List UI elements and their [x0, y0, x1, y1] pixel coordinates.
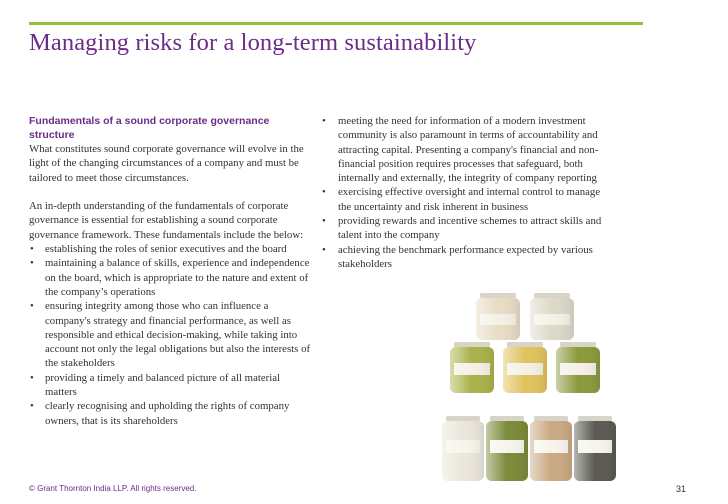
footer-copyright: © Grant Thornton India LLP. All rights reserved. [29, 484, 197, 493]
list-item: • establishing the roles of senior executives and the board [29, 242, 314, 256]
slide-title: Managing risks for a long-term sustainability [29, 29, 477, 56]
list-item: • providing a timely and balanced picture of all material matters [29, 371, 314, 400]
list-item: • providing rewards and incentive schemes to attract skills and talent into the company [319, 214, 609, 243]
fundamentals-list [29, 242, 314, 428]
list-item: • meeting the need for information of a modern investment community is also paramount in terms of accountability and attracting capital. Presenting a company's financial and non-financial position requires processes that safeguard, both internally and externally, the integrity of company reporting [319, 114, 609, 185]
jar-icon [556, 342, 600, 393]
top-accent-line [29, 22, 643, 25]
jar-icon [503, 342, 547, 393]
list-item: • maintaining a balance of skills, experience and independence on the board, which is appropriate to the nature and extent of the company’s operations [29, 256, 314, 299]
jar-icon [530, 293, 574, 340]
jar-icon [530, 416, 572, 481]
intro-paragraph: What constitutes sound corporate governance will evolve in the light of the changing circumstances of a company and must be tailored to meet those circumstances. [29, 143, 304, 184]
jar-icon [450, 342, 494, 393]
page-number: 31 [676, 484, 687, 494]
section-heading: Fundamentals of a sound corporate governance structure [29, 115, 270, 141]
jar-icon [442, 416, 484, 481]
left-column [29, 115, 314, 428]
fundamentals-paragraph: An in-depth understanding of the fundamentals of corporate governance is essential for establishing a sound corporate governance framework. These fundamentals include the below: [29, 200, 304, 241]
jars-pyramid-image [440, 290, 620, 486]
jar-icon [574, 416, 616, 481]
list-item: • ensuring integrity among those who can influence a company's strategy and financial performance, as well as responsible and ethical decision-making, while taking into account not only the legal obligations but also the interests of the stakeholders [29, 299, 314, 370]
list-item: • achieving the benchmark performance expected by various stakeholders [319, 243, 609, 272]
list-item: • clearly recognising and upholding the rights of company owners, that is its shareholders [29, 399, 314, 428]
paragraph-gap [29, 185, 314, 199]
continued-list [319, 114, 609, 271]
right-column [319, 114, 609, 271]
jar-icon [486, 416, 528, 481]
list-item: • exercising effective oversight and internal control to manage the uncertainty and risk inherent in business [319, 185, 609, 214]
jar-icon [476, 293, 520, 340]
